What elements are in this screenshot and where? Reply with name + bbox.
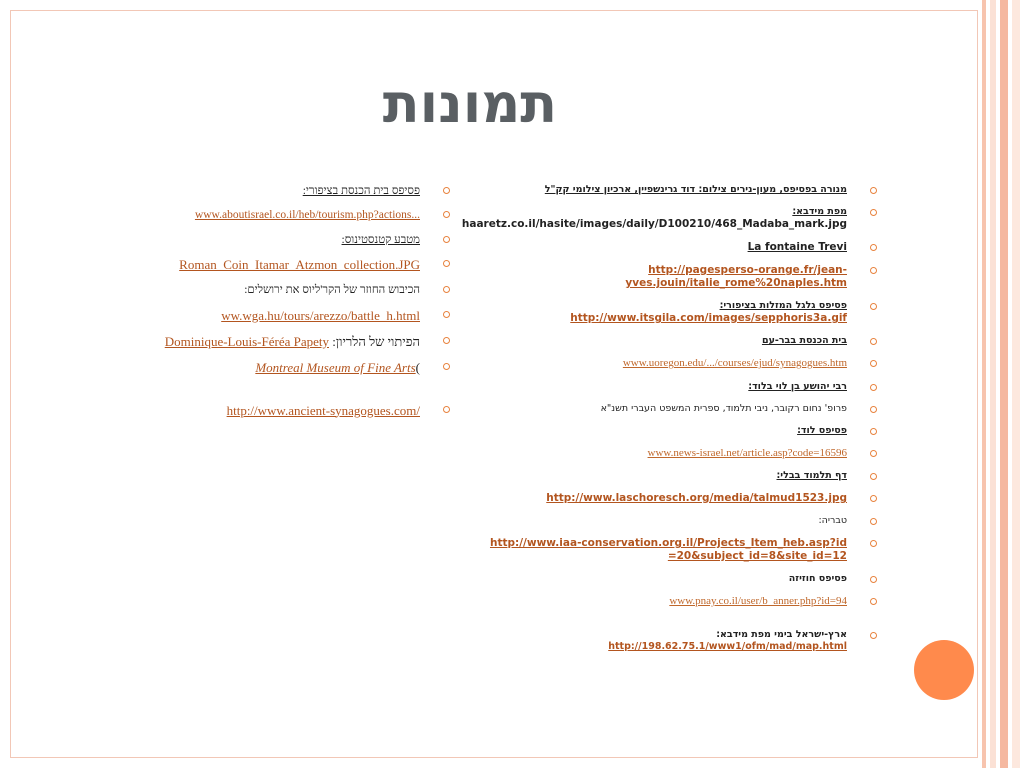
caption-text: הכיבוש החוזר של הקר'ליוס את ירושלים: <box>244 284 420 297</box>
list-item <box>115 403 420 419</box>
source-link[interactable]: http://www.laschoresch.org/media/talmud1523.jpg <box>546 492 847 505</box>
list-item <box>485 335 847 347</box>
caption-text: דף תלמוד בבלי: <box>776 470 847 482</box>
source-link[interactable]: http://www.ancient-synagogues.com/ <box>226 402 420 418</box>
circle-bullet-icon <box>870 209 877 216</box>
source-link[interactable]: http://pagesperso-orange.fr/jean-yves.jouin/italie_rome%20naples.htm <box>625 264 847 290</box>
list-item <box>485 447 847 461</box>
source-link[interactable]: http://www.itsgila.com/images/sepphoris3a.gif <box>570 312 847 325</box>
list-item <box>485 300 847 325</box>
list-item <box>115 208 420 222</box>
circle-bullet-icon <box>443 406 450 413</box>
list-item <box>115 308 420 324</box>
circle-bullet-icon <box>870 406 877 413</box>
list-item <box>485 492 847 505</box>
caption-text: ארץ-ישראל בימי מפת מידבא: <box>716 629 847 640</box>
source-link[interactable]: ww.wga.hu/tours/arezzo/battle_h.html <box>221 307 420 323</box>
circle-bullet-icon <box>443 236 450 243</box>
caption-text: הפיתוי של הלריון: <box>332 334 420 349</box>
caption-text: רבי יהושע בן לוי בלוד: <box>748 380 847 392</box>
right-column-list <box>461 184 847 663</box>
source-link[interactable]: http://198.62.75.1/www1/ofm/mad/map.html <box>608 640 847 652</box>
caption-text: מטבע קטנסטינוס: <box>341 233 420 246</box>
caption-text: פסיפס לוד: <box>797 424 847 436</box>
list-item <box>485 515 847 527</box>
source-link[interactable]: Montreal Museum of Fine Arts <box>255 360 416 376</box>
list-item <box>485 425 847 437</box>
caption-text: פסיפס בית הכנסת בציפורי: <box>302 185 420 197</box>
caption-text: טבריה: <box>818 515 847 527</box>
list-item <box>485 381 847 393</box>
list-item <box>115 184 420 198</box>
list-item <box>485 403 847 415</box>
circle-bullet-icon <box>870 632 877 639</box>
source-link[interactable]: Dominique-Louis-Féréa Papety <box>164 334 329 349</box>
caption-text: מנורה בפסיפס, מעון-נירים צילום: דוד גרינשפיין, ארכיון צילומי קק"ל <box>544 184 847 195</box>
list-item <box>115 233 420 247</box>
source-link[interactable]: Roman_Coin_Itamar_Atzmon_collection.JPG <box>179 257 420 273</box>
circle-bullet-icon <box>870 450 877 457</box>
circle-bullet-icon <box>870 384 877 391</box>
list-item <box>115 334 420 350</box>
list-item <box>485 357 847 371</box>
source-link[interactable]: haaretz.co.il/hasite/images/daily/D100210/468_Madaba_mark.jpg <box>461 217 847 230</box>
list-item <box>461 205 847 231</box>
left-column-list <box>115 184 420 429</box>
list-item <box>485 184 847 196</box>
caption-text: פסיפס חוזיזה <box>788 573 847 585</box>
source-link[interactable]: www.aboutisrael.co.il/heb/tourism.php?actions... <box>194 209 420 222</box>
list-item <box>485 537 847 563</box>
list-item <box>485 470 847 482</box>
list-item <box>115 257 420 273</box>
circle-bullet-icon <box>870 244 877 251</box>
caption-text: ) <box>415 360 420 376</box>
list-item <box>485 241 847 254</box>
circle-bullet-icon <box>870 187 877 194</box>
decorative-stripes <box>978 0 1024 768</box>
circle-bullet-icon <box>870 267 877 274</box>
source-link[interactable]: La fontaine Trevi <box>747 240 847 253</box>
list-item <box>115 283 420 297</box>
source-link[interactable]: www.uoregon.edu/.../courses/ejud/synagogues.htm <box>622 357 847 370</box>
decorative-circle <box>914 640 974 700</box>
circle-bullet-icon <box>443 337 450 344</box>
list-item <box>485 573 847 585</box>
source-link[interactable]: www.pnay.co.il/user/b_anner.php?id=94 <box>669 595 847 608</box>
list-item <box>485 264 847 290</box>
caption-text: מפת מידבא: <box>792 205 847 217</box>
circle-bullet-icon <box>870 428 877 435</box>
list-item <box>485 629 847 653</box>
circle-bullet-icon <box>443 187 450 194</box>
caption-text: בית הכנסת בבר-עם <box>761 335 847 347</box>
page-title: תמונות <box>382 72 558 135</box>
caption-text: פרופ' נחום רקובר, ניבי תלמוד, ספרית המשפט העברי תשנ"א <box>600 402 847 414</box>
list-item <box>485 595 847 609</box>
source-link[interactable]: www.news-israel.net/article.asp?code=16596 <box>647 446 847 459</box>
caption-text: פסיפס גלגל המזלות בציפורי: <box>719 300 847 312</box>
circle-bullet-icon <box>443 311 450 318</box>
list-item <box>115 360 420 376</box>
source-link[interactable]: http://www.iaa-conservation.org.il/Projects_Item_heb.asp?id=20&subject_id=8&site_id=12 <box>489 537 847 563</box>
